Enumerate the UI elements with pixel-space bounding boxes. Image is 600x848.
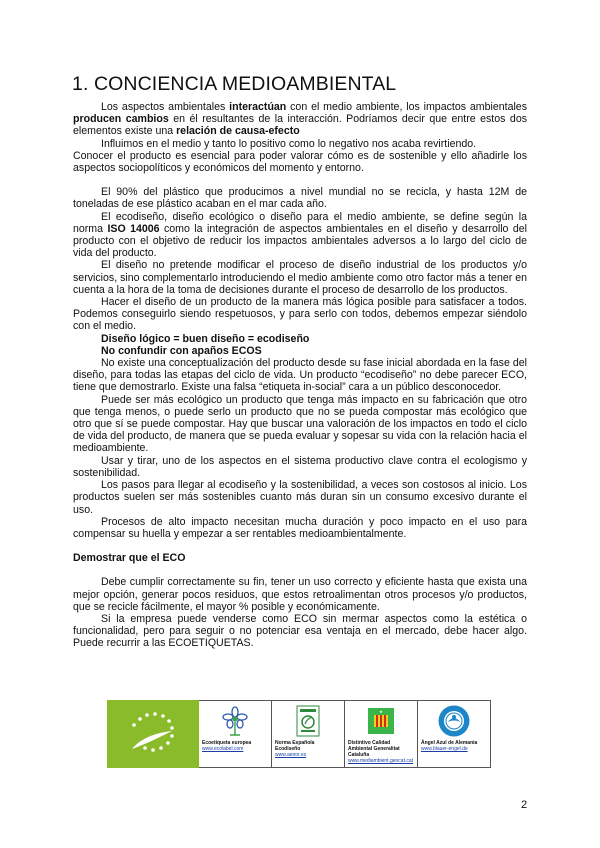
- eu-organic-leaf-logo: [107, 700, 199, 768]
- paragraph-debe: Debe cumplir correctamente su fin, tener un uso correcto y eficiente hasta que exista una mejor opción, generar pocos residuos, que estos retroalimentan otros procesos y/o productos, que se recicle fácilmente, el mayor % posible y económicamente.: [73, 576, 527, 613]
- callout-logico: Diseño lógico = buen diseño = ecodiseño: [101, 332, 310, 345]
- eu-flower-icon: [220, 705, 250, 737]
- paragraph-empresa: Si la empresa puede venderse como ECO sin mermar aspectos como la estética o funcionalidad, pero para seguir o no potenciar esa ventaja en el mercado, debe hacer algo. Puede recurrir a las ECOETIQUETAS.: [73, 612, 527, 650]
- paragraph-influimos: Influimos en el medio y tanto lo positivo como lo negativo nos acaba revirtiendo.: [101, 137, 477, 150]
- callout-no-confundir: No confundir con apaños ECOS: [101, 344, 262, 357]
- eu-leaf-icon: [114, 709, 192, 759]
- blue-angel-icon: [437, 704, 471, 738]
- svg-text:★: ★: [379, 709, 383, 714]
- paragraph-hacer: Hacer el diseño de un producto de la manera más lógica posible para satisfacer a todos. Podemos conseguirlo siendo respetuosos, y para serlo con todos, debemos empezar siéndolo con el medio.: [73, 296, 527, 333]
- paragraph-usar-tirar: Usar y tirar, uno de los aspectos en el sistema productivo clave contra el ecologismo y sostenibilidad.: [73, 454, 527, 479]
- paragraph-pasos: Los pasos para llegar al ecodiseño y la sostenibilidad, a veces son costosos al inicio. Los productos suelen ser más sostenibles cuanto más duran sin un consumo excesivo durante el uso.: [73, 479, 527, 516]
- paragraph-no-existe: No existe una conceptualización del producto desde su fase inicial abordada en la fase del diseño, para todas las etapas del ciclo de vida. Un producto “ecodiseño” no debe parecer ECO, tiene que demostrarlo. Existe una falsa “etiqueta in-social” cara a un público desconocedor.: [73, 357, 527, 394]
- catalonia-badge-icon: [366, 706, 396, 736]
- page-number: 2: [521, 799, 528, 811]
- ecolabel-aenor: Norma Española Ecodiseño www.aenor.es: [272, 700, 345, 768]
- paragraph-plastico: El 90% del plástico que producimos a nivel mundial no se recicla, y hasta 12M de toneladas de ese plástico acaban en el mar cada año.: [73, 186, 527, 211]
- ecolabel-blue-angel: Ángel Azul de Alemania www.blauer-engel.de: [418, 700, 491, 768]
- aenor-leaf-icon: [295, 705, 321, 737]
- document-body: [73, 101, 527, 650]
- ecolabel-strip: [107, 700, 491, 768]
- ecolabel-catalonia: ★ Distintivo Calidad Ambiental Generalitat Cataluña www.mediambient.gencat.cat: [345, 700, 418, 768]
- section-heading-demostrar: Demostrar que el ECO: [73, 552, 186, 565]
- paragraph-puede: Puede ser más ecológico un producto que tenga más impacto en su fabricación que otro que tenga menos, o puede serlo un producto que no se pueda compostar más ecológico que otro que sí se puede compostar. Hay que buscar una valoración de los impactos en todo el ciclo de vida del producto, de manera que se pueda evaluar y sopesar su vida con la relación hacia el medioambiente.: [73, 393, 527, 455]
- paragraph-diseno: El diseño no pretende modificar el proceso de diseño industrial de los productos y/o servicios, sino complementarlo introduciendo el medio ambiente como otro factor más a tener en cuenta a la hora de la toma de decisiones durante el proceso de desarrollo de los productos.: [73, 259, 527, 296]
- paragraph-procesos: Procesos de alto impacto necesitan mucha duración y poco impacto en el uso para compensar su huella y empezar a ser rentables medioambientalmente.: [73, 515, 527, 540]
- paragraph-ecodiseno: El ecodiseño, diseño ecológico o diseño para el medio ambiente, se define según la norma ISO 14006 como la integración de aspectos ambientales en el diseño y desarrollo del producto con el objetivo de reducir los impactos ambientales adversos a lo largo del ciclo de vida del producto.: [73, 210, 527, 260]
- paragraph-conocer: Conocer el producto es esencial para poder valorar cómo es de sostenible y ello añadirle los aspectos sociopolíticos y económicos del momento y entorno.: [73, 149, 527, 175]
- paragraph-aspectos: Los aspectos ambientales interactúan con el medio ambiente, los impactos ambientales producen cambios en él resultantes de la interacción. Podríamos decir que entre estos dos elementos existe una relación de causa-efecto: [73, 101, 528, 138]
- ecolabel-europe: Ecoetiqueta europea www.ecolabel.com: [199, 700, 272, 768]
- page-title: 1. CONCIENCIA MEDIOAMBIENTAL: [72, 73, 397, 95]
